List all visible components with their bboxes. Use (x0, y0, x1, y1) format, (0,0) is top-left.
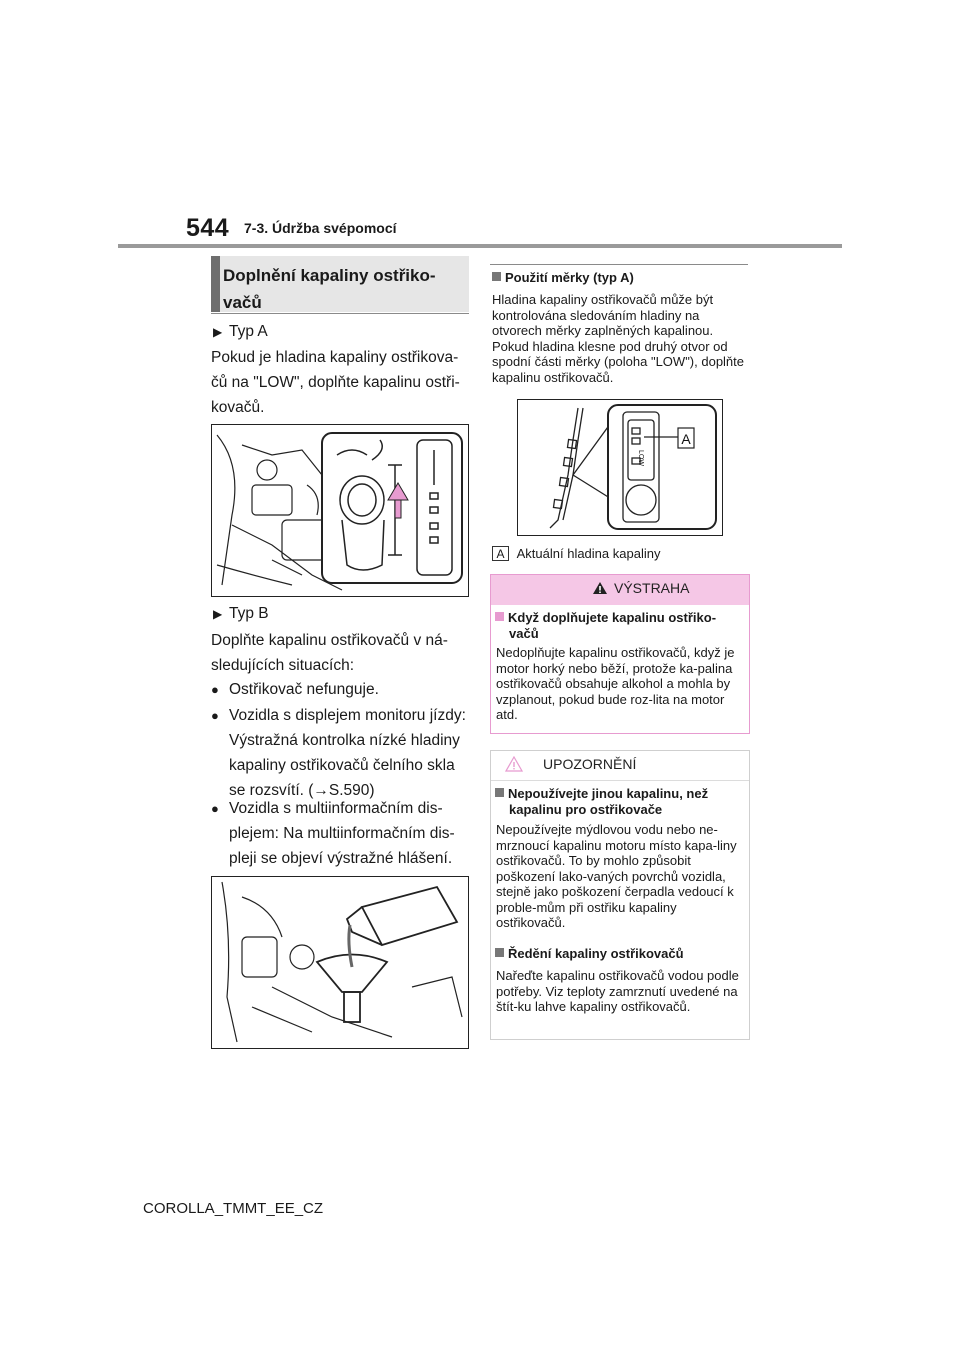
notice-heading-2: Ředění kapaliny ostřikovačů (495, 946, 684, 961)
notice-text-1: Nepoužívejte mýdlovou vodu nebo ne-mrznoucí kapalinu motoru místo kapa-liny ostřikovačů. To by mohlo způsobit poškození lako-vaných povrchů vozidla, stejně jako poškození čerpadla vedoucí k proble-mům při ostřiku kapaliny ostřikovačů. (496, 822, 737, 930)
warning-title: VÝSTRAHA (592, 580, 689, 596)
header-divider (118, 244, 842, 248)
dipstick-text: Hladina kapaliny ostřikovačů může být kontrolována sledováním hladiny na otvorech měrky zaplněných kapalinou. Pokud hladina klesne pod druhý otvor od spodní části měrky (poloha "LOW"), doplňte kapalinu ostřikovačů. (492, 292, 745, 385)
bullet-icon: ● (211, 708, 219, 723)
refill-figure-type-b (211, 876, 469, 1049)
bullet-icon: ● (211, 682, 219, 697)
caution-triangle-icon (505, 756, 523, 772)
dipstick-illustration (518, 400, 722, 535)
list-item: ● Vozidla s displejem monitoru jízdy: Výstražná kontrolka nízké hladiny kapaliny ostřikovačů čelního skla se rozsvítí. (→S.590) (211, 703, 469, 803)
low-mark-label: LOW (637, 450, 644, 466)
dipstick-figure (517, 399, 723, 536)
type-a-text: Pokud je hladina kapaliny ostřikova-čů na "LOW", doplňte kapalinu ostři-kovačů. (211, 349, 460, 416)
refill-illustration (212, 877, 468, 1048)
chapter-title: 7-3. Údržba svépomocí (244, 220, 397, 236)
notice-title: UPOZORNĚNÍ (505, 756, 636, 772)
notice-header-divider (491, 780, 749, 781)
type-b-label: ▶ Typ B (213, 601, 269, 627)
page-number: 544 (186, 214, 230, 242)
square-bullet-icon (495, 948, 504, 957)
engine-bay-illustration (212, 425, 468, 596)
document-code: COROLLA_TMMT_EE_CZ (143, 1200, 324, 1217)
list-item: ● Ostřikovač nefunguje. (211, 677, 469, 702)
square-bullet-icon (495, 788, 504, 797)
notice-text-2: Nařeďte kapalinu ostřikovačů vodou podle potřeby. Viz teploty zamrznutí uvedené na štít-ku lahve kapaliny ostřikovačů. (496, 968, 739, 1014)
warning-triangle-icon (592, 581, 608, 595)
square-bullet-icon (492, 272, 501, 281)
type-b-text: Doplňte kapalinu ostřikovačů v ná-sledujících situacích: (211, 632, 448, 674)
square-bullet-icon (495, 612, 504, 621)
callout-legend: A Aktuální hladina kapaliny (492, 546, 660, 562)
arrow-right-icon: ▶ (213, 325, 223, 339)
subsection-divider (490, 264, 748, 265)
callout-letter-box: A (492, 546, 509, 561)
dipstick-heading: Použití měrky (typ A) (492, 270, 634, 285)
arrow-right-icon: ▶ (213, 607, 223, 621)
type-a-label: ▶ Typ A (213, 319, 268, 345)
warning-text: Nedoplňujte kapalinu ostřikovačů, když je motor horký nebo běží, protože ka-palina ostřikovačů obsahuje alkohol a mohla by vzplanout, pokud bude roz-lita na motor atd. (496, 645, 735, 722)
warning-heading: Když doplňujete kapalinu ostřiko-vačů (495, 610, 745, 641)
list-item: ● Vozidla s multiinformačním dis-plejem: Na multiinformačním dis-pleji se objeví výstražné hlášení. (211, 796, 469, 871)
engine-bay-figure-type-a (211, 424, 469, 597)
bullet-icon: ● (211, 801, 219, 816)
notice-heading-1: Nepoužívejte jinou kapalinu, než kapalinu pro ostřikovače (495, 786, 745, 817)
section-divider (211, 313, 469, 314)
section-title: Doplnění kapaliny ostřiko-vačů (223, 266, 436, 312)
figure-callout-a: A (681, 431, 691, 447)
